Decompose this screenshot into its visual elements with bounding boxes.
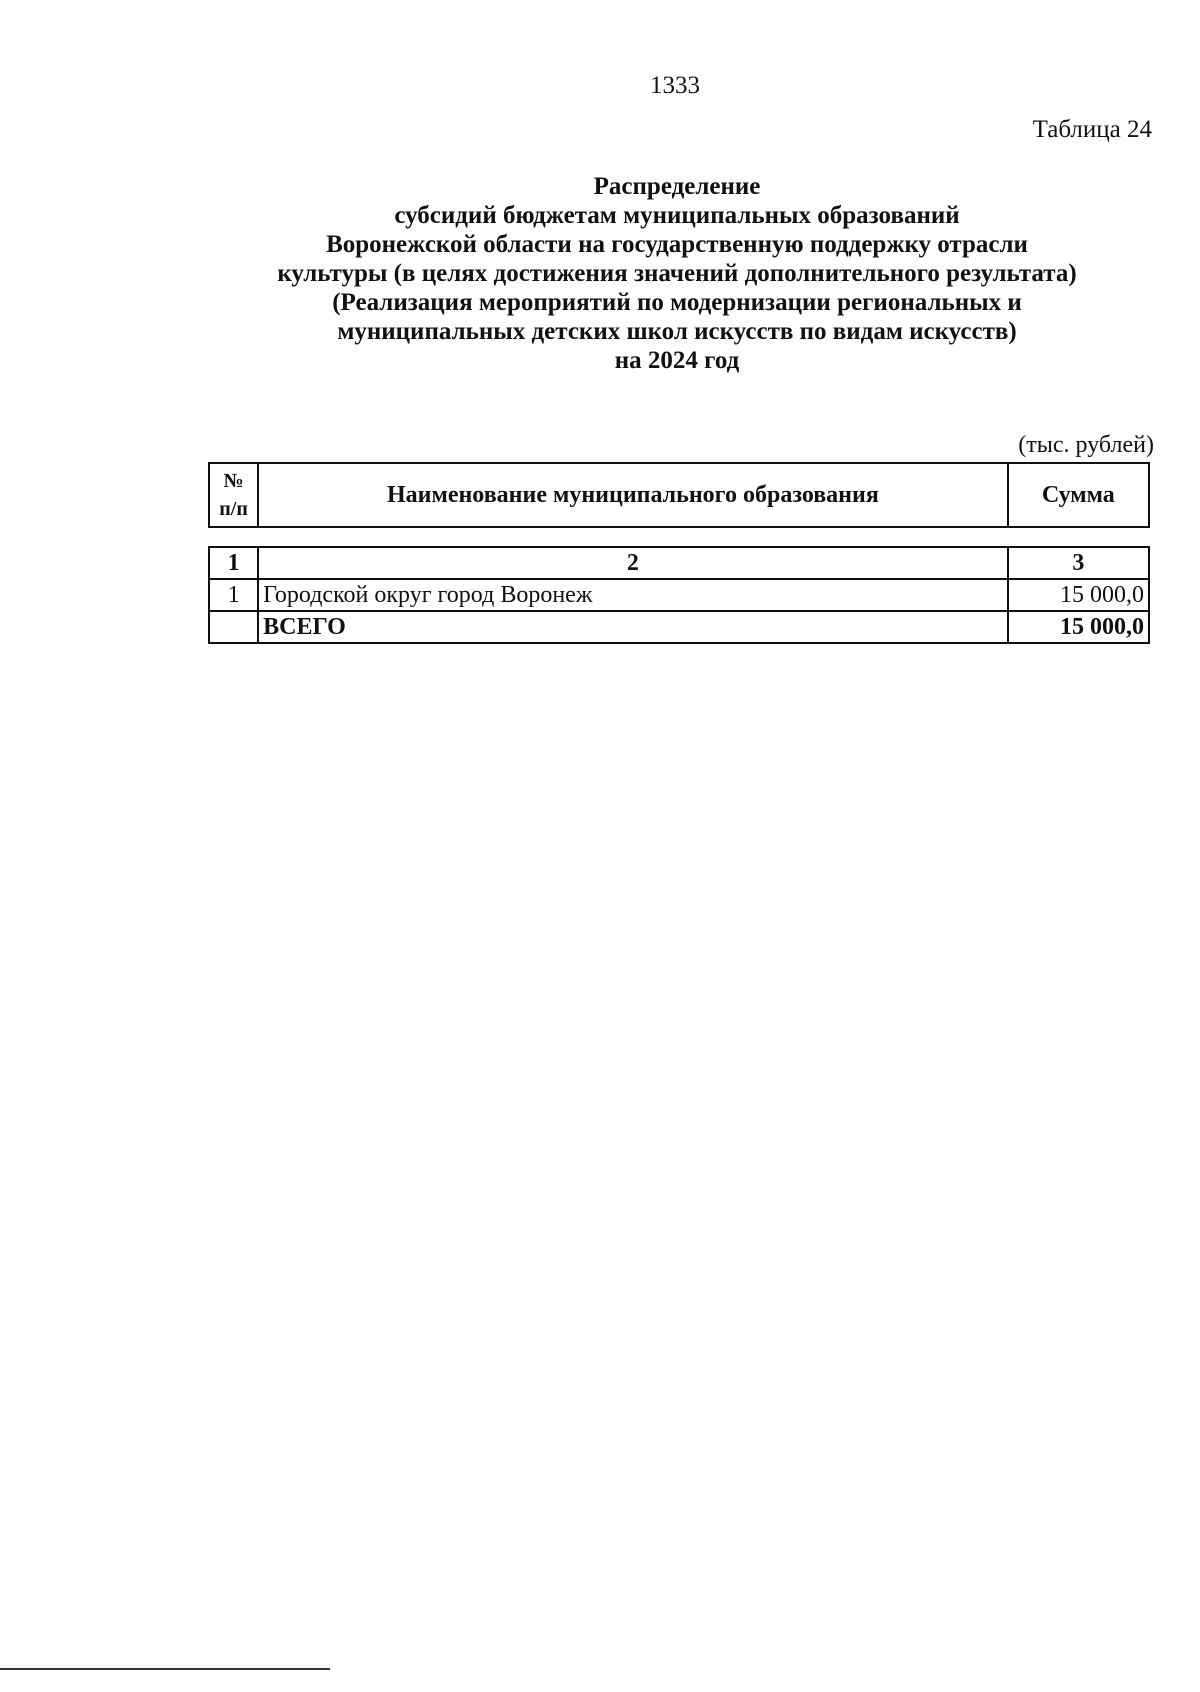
row-num-cell: 1 [209, 579, 258, 611]
table-label: Таблица 24 [1032, 116, 1152, 143]
header-num-line2: п/п [219, 498, 248, 520]
column-index-cell: 3 [1008, 547, 1149, 579]
header-row [209, 463, 1149, 527]
table-row [209, 579, 1149, 611]
table-header [208, 462, 1150, 528]
row-sum-cell: 15 000,0 [1008, 579, 1149, 611]
table-body [208, 546, 1150, 644]
footer-divider [0, 1668, 330, 1670]
title-line: (Реализация мероприятий по модернизации региональных и [332, 289, 1022, 316]
title-line: Распределение [593, 173, 761, 200]
units-label: (тыс. рублей) [1018, 432, 1154, 458]
title-line: муниципальных детских школ искусств по видам искусств) [337, 318, 1017, 345]
header-num-line1: № [223, 470, 244, 492]
total-row [209, 611, 1149, 643]
column-index-cell: 1 [209, 547, 258, 579]
header-sum-cell: Сумма [1008, 463, 1149, 527]
title-line: Воронежской области на государственную поддержку отрасли [326, 231, 1028, 258]
header-name-cell: Наименование муниципального образования [258, 463, 1008, 527]
title-line: субсидий бюджетам муниципальных образований [394, 202, 960, 229]
total-num-cell [209, 611, 258, 643]
title-line: культуры (в целях достижения значений дополнительного результата) [277, 260, 1077, 287]
header-num-cell [209, 463, 258, 527]
document-title [196, 172, 1158, 375]
title-line: на 2024 год [614, 347, 740, 374]
row-name-cell: Городской округ город Воронеж [258, 579, 1008, 611]
total-label-cell: ВСЕГО [258, 611, 1008, 643]
page-number: 1333 [650, 72, 700, 99]
column-index-cell: 2 [258, 547, 1008, 579]
column-index-row [209, 547, 1149, 579]
total-sum-cell: 15 000,0 [1008, 611, 1149, 643]
